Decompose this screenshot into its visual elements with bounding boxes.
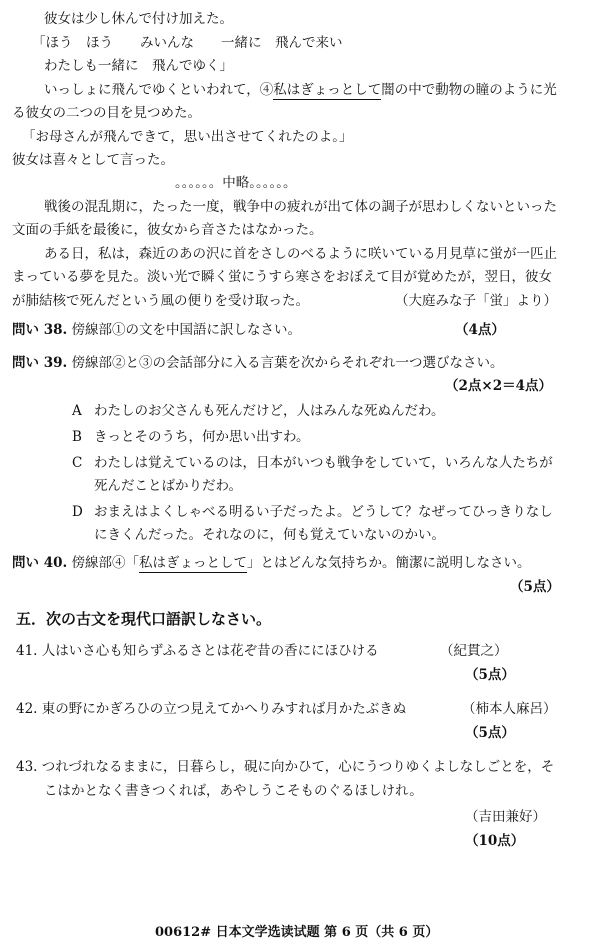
item-41-num: 41. [16,643,38,659]
passage-line-4-b: 闇の中で動物の瞳のように光 [381,82,557,98]
question-40 [12,554,530,572]
passage-line-3: わたしも一緒に 飛んでゆく」 [44,58,233,74]
question-39 [12,354,503,372]
option-c-cont: 死んだことばかりだわ。 [94,478,242,494]
passage-line-2: 「ほう ほう みいんな 一緒に 飛んで来い [32,35,343,51]
question-38-text: 傍線部①の文を中国語に訳しなさい。 [71,322,301,338]
item-43-points: （10点） [465,833,525,849]
passage-line-9: 戦後の混乱期に，たった一度，戦争中の疲れが出て体の調子が思わしくないといった [44,199,557,215]
question-40-pre: 傍線部④「 [71,555,139,571]
question-39-points: （2点×2＝4点） [445,378,552,394]
passage-line-11: ある日，私は，森近のあの沢に首をさしのべるように咲いている月見草に蛍が一匹止 [44,246,557,262]
underline-phrase-4: 私はぎょっとして [273,82,382,98]
passage-line-13: が肺結核で死んだという風の便りを受け取った。 [12,293,309,309]
item-42-text: 東の野にかぎろひの立つ見えてかへりみすれば月かたぶきぬ [41,701,407,717]
passage-line-1: 彼女は少し休んで付け加えた。 [44,11,233,27]
passage-line-6: 「お母さんが飛んできて，思い出させてくれたのよ。」 [22,129,353,145]
passage-line-4 [44,81,557,99]
option-c-key: C [72,455,83,471]
item-43 [16,758,554,776]
question-40-quote: 私はぎょっとして [138,555,247,571]
question-38 [12,321,301,339]
passage-source: （大庭みな子「蛍」より） [395,293,557,309]
question-38-label: 問い 38. [12,322,68,338]
passage-line-4-a: いっしょに飛んでゆくといわれて，④ [44,82,274,98]
passage-line-12: まっている夢を見た。淡い光で瞬く蛍にうすら寒さをおぼえて目が覚めたが，翌日，彼女 [12,269,552,285]
question-40-post: 」とはどんな気持ちか。簡潔に説明しなさい。 [246,555,531,571]
item-42 [16,700,406,718]
passage-omission: 。。。。。。中略。。。。。。 [175,175,297,191]
passage-line-5: る彼女の二つの目を見つめた。 [12,105,201,121]
item-43-text: つれづれなるままに，日暮らし，硯に向かひて，心にうつりゆくよしなしごとを，そ [41,759,555,775]
item-41-author: （紀貫之） [440,643,508,659]
question-40-points: （5点） [510,579,560,595]
page-footer: 00612# 日本文学选读试题 第 6 页（共 6 页） [155,925,439,940]
option-c-text: わたしは覚えているのは，日本がいつも戦争をしていて，いろんな人たちが [94,455,553,471]
item-43-author: （吉田兼好） [465,809,546,825]
option-d-key: D [72,504,83,520]
option-b-key: B [72,429,82,445]
option-c [72,454,553,472]
item-42-num: 42. [16,701,38,717]
question-39-text: 傍線部②と③の会話部分に入る言葉を次からそれぞれ一つ選びなさい。 [71,355,504,371]
question-40-label: 問い 40. [12,555,68,571]
item-41-text: 人はいさ心も知らずふるさとは花ぞ昔の香ににほひける [41,643,379,659]
section-5-heading: 五．次の古文を現代口語訳しなさい。 [16,610,272,628]
passage-line-10: 文面の手紙を最後に，彼女から音さたはなかった。 [12,222,323,238]
item-41 [16,642,379,660]
option-d-cont: にきくんだった。それなのに，何も覚えていないのかい。 [94,527,445,543]
option-a-key: A [72,403,82,419]
item-41-points: （5点） [465,667,515,683]
item-42-author: （柿本人麻呂） [462,701,557,717]
option-a [72,402,444,420]
question-39-label: 問い 39. [12,355,68,371]
item-43-num: 43. [16,759,38,775]
item-42-points: （5点） [465,725,515,741]
option-a-text: わたしのお父さんも死んだけど，人はみんな死ぬんだわ。 [94,403,445,419]
option-b [72,428,309,446]
passage-line-7: 彼女は喜々として言った。 [12,152,174,168]
option-d [72,503,553,521]
option-d-text: おまえはよくしゃべる明るい子だったよ。どうして？なぜってひっきりなし [94,504,553,520]
question-38-points: （4点） [455,322,505,338]
item-43-cont: こはかとなく書きつくれば，あやしうこそものぐるほしけれ。 [44,783,423,799]
option-b-text: きっとそのうち，何か思い出すわ。 [94,429,310,445]
